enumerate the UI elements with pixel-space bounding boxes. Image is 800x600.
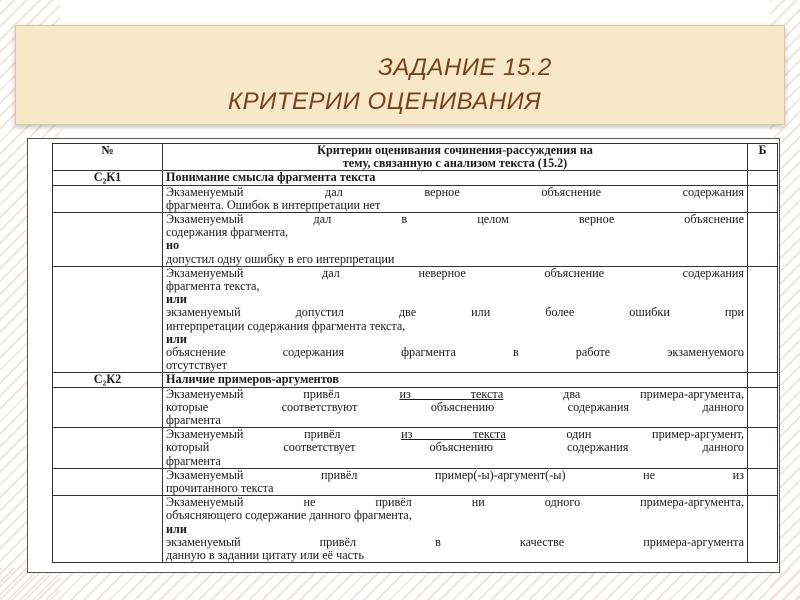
section-title: Наличие примеров-аргументов [163, 373, 748, 387]
slide-title-line1: ЗАДАНИЕ 15.2 [378, 54, 552, 81]
criterion-text: Экзаменуемый дал в целом верное объяснение содержания фрагмента, но допустил одну ошибку в его интерпретации [163, 213, 748, 267]
criterion-text: Экзаменуемый дал неверное объяснение содержания фрагмента текста, или экзаменуемый допустил две или более ошибки при интерпретации содержания фрагмента текста, или объяснение содержания фрагмента в работе экзаменуемого отсутствует [163, 266, 748, 373]
section-code: С₂К2 [53, 373, 163, 387]
section-row [53, 171, 778, 185]
table-row [53, 387, 778, 428]
table-row [53, 496, 778, 563]
criterion-text: Экзаменуемый привёл из текста один пример-аргумент, который соответствует объяснению содержания данного фрагмента [163, 428, 748, 469]
criteria-table-image [27, 138, 780, 573]
section-title: Понимание смысла фрагмента текста [163, 171, 748, 185]
header-criteria: Критерии оценивания сочинения-рассуждения на тему, связанную с анализом текста (15.2) [163, 144, 748, 171]
table-row [53, 468, 778, 495]
table-row [53, 266, 778, 373]
table-row [53, 213, 778, 267]
criterion-text: Экзаменуемый не привёл ни одного примера-аргумента, объясняющего содержание данного фрагмента, или экзаменуемый привёл в качестве примера-аргумента данную в задании цитату или её часть [163, 496, 748, 563]
table-header-row [53, 144, 778, 171]
slide-title-line2: КРИТЕРИИ ОЦЕНИВАНИЯ [228, 88, 542, 115]
criterion-text: Экзаменуемый привёл пример(-ы)-аргумент(-ы) не из прочитанного текста [163, 468, 748, 495]
criteria-table [52, 143, 778, 563]
table-row [53, 428, 778, 469]
section-row [53, 373, 778, 387]
criterion-text: Экзаменуемый дал верное объяснение содержания фрагмента. Ошибок в интерпретации нет [163, 185, 748, 212]
section-code: С₂К1 [53, 171, 163, 185]
table-row [53, 185, 778, 212]
header-num: № [53, 144, 163, 171]
header-points: Б [748, 144, 778, 171]
title-banner [15, 25, 785, 125]
criterion-text: Экзаменуемый привёл из текста два примера-аргумента, которые соответствуют объяснению содержания данного фрагмента [163, 387, 748, 428]
